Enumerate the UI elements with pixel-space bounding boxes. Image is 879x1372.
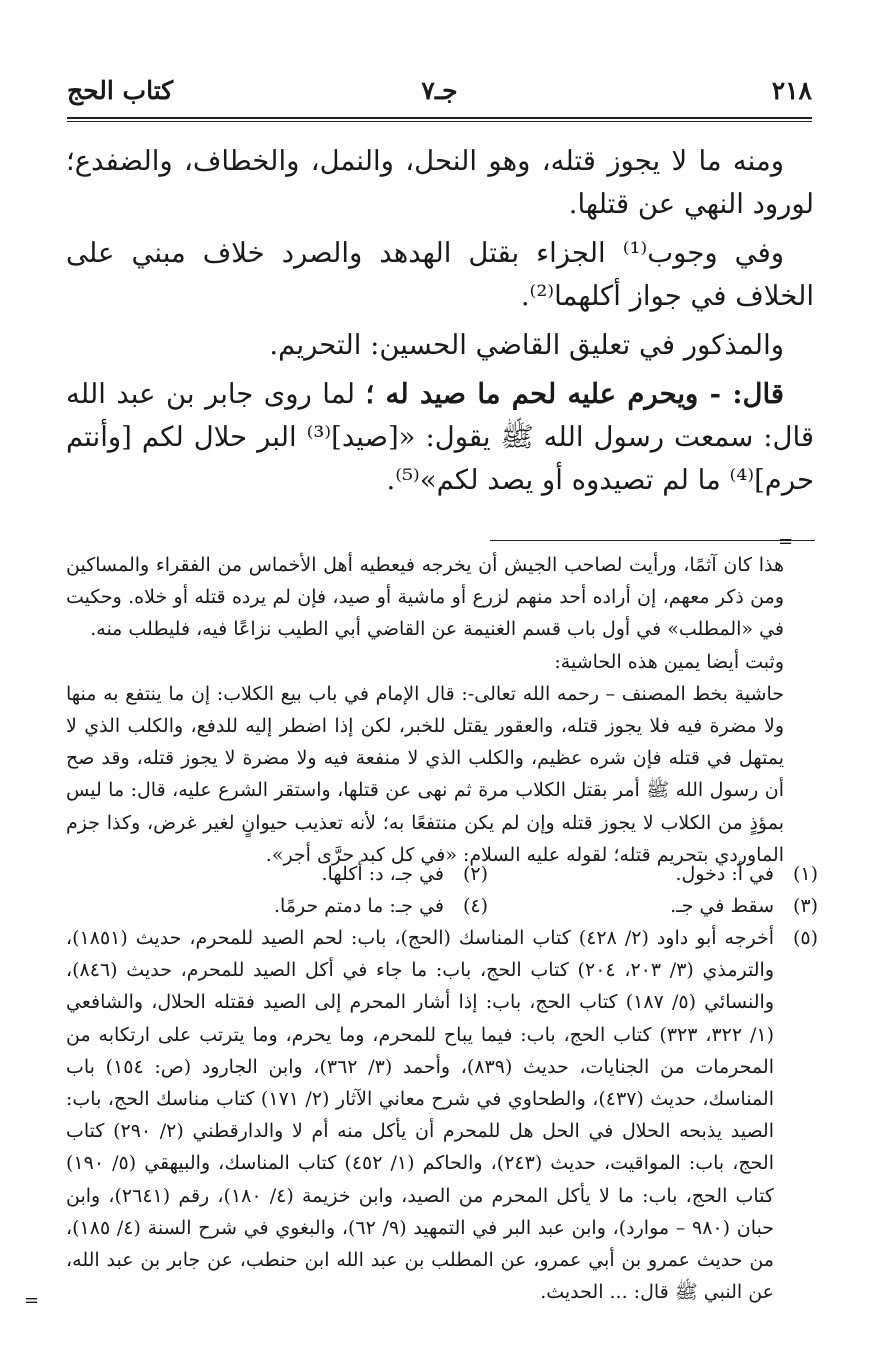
footnote-continuation [66, 549, 784, 871]
footnote-text: في جـ: ما دمتم حرمًا. [273, 895, 444, 917]
continued-note-3: حاشية بخط المصنف – رحمه الله تعالى-: قال الإمام في باب بيع الكلاب: إن ما ينتفع به منها ولا مضرة فيه فلا يجوز قتله، والعقور يقتل للخبر، لكن إذا اضطر إليه للدفع، والكلب الذي لا يمتهل في قتله فإن شره عظيم، والكلب الذي لا منفعة فيه ولا مضرة لا يجوز قتله، وقد صح أن رسول الله ﷺ أمر بقتل الكلاب مرة ثم نهى عن قتلها، واستقر الشرع عليه، قال: ما ليس بمؤذٍ من الكلاب لا يجوز قتله وإن لم يكن منتفعًا به؛ لأنه تعذيب حيوانٍ لغير غرض، وكذا جزم الماوردي بتحريم قتله؛ لقوله عليه السلام: «في كل كبد حرَّى أجر». [66, 682, 784, 866]
paragraph-3: والمذكور في تعليق القاضي الحسين: التحريم. [269, 329, 784, 361]
paragraph-4 [66, 373, 814, 502]
continuation-mark-bottom: = [24, 1290, 40, 1311]
footnote-text: في أ: دخول. [675, 863, 774, 885]
book-title: كتاب الحج [67, 76, 174, 105]
paragraph-1: ومنه ما لا يجوز قتله، وهو النحل، والنمل، والخطاف، والضفدع؛ لورود النهي عن قتلها. [66, 145, 814, 220]
header-rule-thin [67, 121, 812, 122]
footnote-5 [66, 922, 818, 1308]
footnote-3 [488, 890, 818, 922]
continued-note-1: هذا كان آثمًا، ورأيت لصاحب الجيش أن يخرجه فيعطيه أهل الأخماس من الفقراء والمساكين ومن ذكر معهم، إن أراده أحد منهم لزرع أو ماشية أو صيد، فإن لم يرده قتله أو خلاه. وحكيت في «المطلب» في أول باب قسم الغنيمة عن القاضي أبي الطيب نزاعًا فيه، فليطلب منه. [66, 554, 784, 641]
footnote-separator [490, 540, 815, 541]
footnote-number: (٢) [462, 863, 488, 885]
footnote-1 [488, 858, 818, 890]
continuation-mark-top: = [778, 531, 794, 552]
footnote-row [66, 858, 818, 890]
footnote-number: (٤) [462, 895, 488, 917]
footnote-row [66, 890, 818, 922]
running-header [67, 76, 812, 114]
continued-note-2: وثبت أيضا يمين هذه الحاشية: [554, 650, 784, 673]
main-text [66, 140, 814, 508]
footnote-number: (١) [792, 863, 818, 885]
footnote-text: في جـ، د: أكلها. [321, 863, 444, 885]
volume-label: جـ٧ [421, 76, 458, 105]
footnote-2 [158, 858, 488, 890]
matn-text: قال: - ويحرم عليه لحم ما صيد له ؛ [365, 378, 784, 410]
page-number: ٢١٨ [771, 76, 812, 105]
footnotes-list [66, 858, 818, 1308]
footnote-4 [158, 890, 488, 922]
commentary-text: لما روى جابر بن عبد الله قال: سمعت رسول الله ﷺ يقول: «[صيد]⁽³⁾ البر حلال لكم [وأنتم حرم]⁽⁴⁾ ما لم تصيدوه أو يصد لكم»⁽⁵⁾. [66, 378, 814, 496]
paragraph-2: وفي وجوب⁽¹⁾ الجزاء بقتل الهدهد والصرد خلاف مبني على الخلاف في جواز أكلهما⁽²⁾. [66, 237, 814, 312]
footnote-number: (٥) [792, 927, 818, 949]
footnote-text: سقط في جـ. [670, 895, 774, 917]
footnote-text: أخرجه أبو داود (٢/ ٤٢٨) كتاب المناسك (الحج)، باب: لحم الصيد للمحرم، حديث (١٨٥١)، والترمذي (٣/ ٢٠٣، ٢٠٤) كتاب الحج، باب: ما جاء في أكل الصيد للمحرم، حديث (٨٤٦)، والنسائي (٥/ ١٨٧) كتاب الحج، باب: إذا أشار المحرم إلى الصيد فقتله الحلال، والشافعي (١/ ٣٢٢، ٣٢٣) كتاب الحج، باب: فيما يباح للمحرم، وما يحرم، وما يترتب على ارتكابه من المحرمات من الجنايات، حديث (٨٣٩)، وأحمد (٣/ ٣٦٢)، وابن الجارود (ص: ١٥٤) باب المناسك، حديث (٤٣٧)، والطحاوي في شرح معاني الآثار (٢/ ١٧١) كتاب مناسك الحج، باب: الصيد يذبحه الحلال في الحل هل للمحرم أن يأكل منه أم لا والدارقطني (٢/ ٢٩٠) كتاب الحج، باب: المواقيت، حديث (٢٤٣)، والحاكم (١/ ٤٥٢) كتاب المناسك، والبيهقي (٥/ ١٩٠) كتاب الحج، باب: ما لا يأكل المحرم من الصيد، وابن خزيمة (٤/ ١٨٠)، رقم (٢٦٤١)، وابن حبان (٩٨٠ – موارد)، وابن عبد البر في التمهيد (٩/ ٦٢)، والبغوي في شرح السنة (٤/ ١٨٥)، من حديث عمرو بن أبي عمرو، عن المطلب بن عبد الله ابن حنطب، عن جابر بن عبد الله، عن النبي ﷺ قال: ... الحديث. [66, 927, 775, 1304]
footnote-number: (٣) [792, 895, 818, 917]
header-rule-thick [67, 117, 812, 119]
